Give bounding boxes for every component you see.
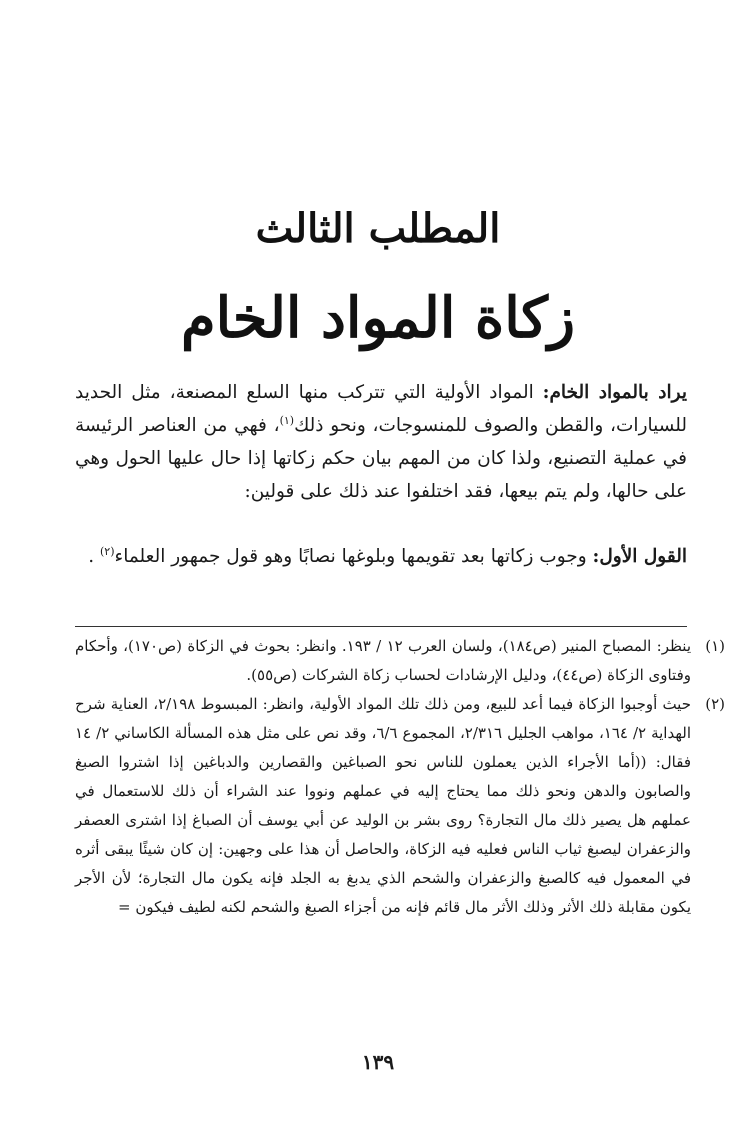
section-title: المطلب الثالث [255, 205, 501, 252]
footnote-divider [75, 626, 687, 627]
footnote-2 [75, 690, 725, 922]
definition-term: يراد بالمواد الخام: [542, 382, 687, 403]
definition-paragraph [75, 376, 687, 508]
footnote-ref-1[interactable]: (١) [279, 413, 295, 427]
first-opinion-text-a: وجوب زكاتها بعد تقويمها وبلوغها نصابًا وهو قول جمهور العلماء [114, 546, 593, 567]
definition-text-a: المواد الأولية التي تتركب منها السلع المصنعة، مثل الحديد للسيارات، والقطن والصوف للمنسوجات، ونحو ذلك [75, 382, 687, 436]
definition-text-b: ، فهي من العناصر الرئيسة في عملية التصنيع، ولذا كان من المهم بيان حكم زكاتها إذا حال عليها الحول وهي على حالها، ولم يتم بيعها، فقد اختلفوا عند ذلك على قولين: [75, 415, 687, 502]
chapter-title: زكاة المواد الخام [180, 285, 576, 351]
page-number: ١٣٩ [361, 1050, 395, 1074]
first-opinion-text-b: . [88, 546, 100, 567]
footnote-text: حيث أوجبوا الزكاة فيما أعد للبيع، ومن ذلك تلك المواد الأولية، وانظر: المبسوط ٢/١٩٨، العناية شرح الهداية ٢/ ١٦٤، مواهب الجليل ٢/٣١٦، المجموع ٦/٦، وقد نص على مثل هذه المسألة الكاساني ٢/ ١٤ فقال: ((أما الأجراء الذين يعملون للناس نحو الصباغين والقصارين والدباغين إذا اشتروا الصبغ والصابون والدهن ونحو ذلك مما يحتاج إليه في عملهم ونووا عند الشراء أن ذلك للاستعمال في عملهم هل يصير ذلك مال التجارة؟ روى بشر بن الوليد عن أبي يوسف أن الصباغ إذا اشترى العصفر والزعفران ليصبغ ثياب الناس فعليه فيه الزكاة، والحاصل أن هذا على وجهين: إن كان شيئًا يبقى أثره في المعمول فيه كالصبغ والزعفران والشحم الذي يدبغ به الجلد فإنه يكون مال التجارة؛ لأن الأجر يكون مقابلة ذلك الأثر وذلك الأثر مال قائم فإنه من أجزاء الصبغ والشحم لكنه لطيف فيكون = [75, 695, 692, 916]
footnote-number: (٢) [705, 695, 725, 713]
footnote-ref-2[interactable]: (٢) [99, 544, 115, 558]
footnotes [75, 632, 725, 922]
footnote-text: ينظر: المصباح المنير (ص١٨٤)، ولسان العرب ١٢ / ١٩٣. وانظر: بحوث في الزكاة (ص١٧٠)، وأحكام وفتاوى الزكاة (ص٤٤)، ودليل الإرشادات لحساب زكاة الشركات (ص٥٥). [75, 637, 691, 684]
first-opinion-paragraph [75, 540, 687, 573]
footnote-1 [75, 632, 725, 690]
first-opinion-term: القول الأول: [592, 546, 687, 567]
footnote-number: (١) [705, 637, 725, 655]
